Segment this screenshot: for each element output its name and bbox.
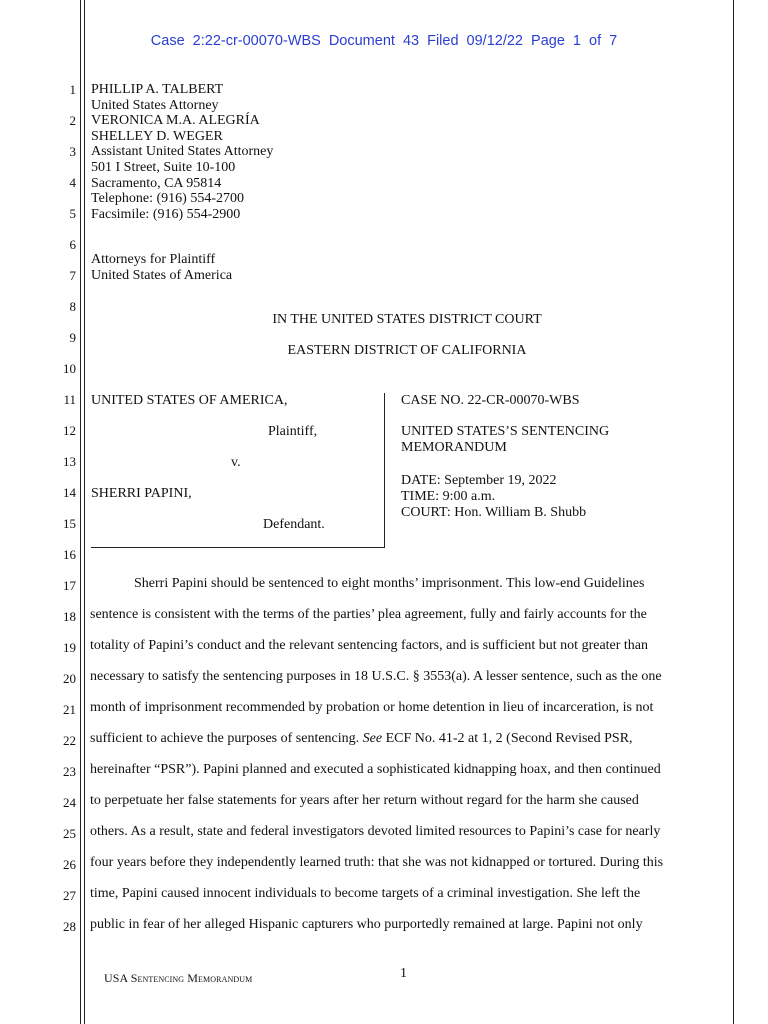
line-number: 8 [69,299,76,314]
court-name: IN THE UNITED STATES DISTRICT COURT [272,312,542,327]
body-line: necessary to satisfy the sentencing purposes in 18 U.S.C. § 3553(a). A lesser sentence, such as the one [90,669,662,684]
attorney-line: SHELLEY D. WEGER [91,128,223,144]
line-number: 12 [63,423,76,438]
line-number: 26 [63,857,76,872]
body-line: to perpetuate her false statements for years after her return without regard for the harm she caused [90,793,639,808]
line-number: 5 [69,206,76,221]
line-number: 23 [63,764,76,779]
body-line: others. As a result, state and federal investigators devoted limited resources to Papini’s case for nearly [90,824,661,839]
line-number: 7 [69,268,76,283]
line-number: 14 [63,485,76,500]
attorneys-for-line: United States of America [91,268,233,283]
ecf-header: Case 2:22-cr-00070-WBS Document 43 Filed 09/12/22 Page 1 of 7 [150,33,618,49]
defendant-role: Defendant. [263,517,325,532]
document-title: UNITED STATES’S SENTENCING [401,424,610,439]
attorney-line: Sacramento, CA 95814 [91,175,222,191]
attorney-line: United States Attorney [91,97,219,113]
attorney-line: Telephone: (916) 554-2700 [91,191,244,207]
line-number: 9 [69,330,76,345]
hearing-time: TIME: 9:00 a.m. [401,489,496,504]
caption-bottom-rule [91,547,385,548]
body-line: four years before they independently learned truth: that she was not kidnapped or tortured. During this [90,855,664,870]
footer-label: USA Sentencing Memorandum [104,971,253,985]
attorney-line: Facsimile: (916) 554-2900 [91,206,241,222]
line-number: 1 [69,82,76,97]
line-number: 28 [63,919,76,934]
plaintiff-name: UNITED STATES OF AMERICA, [91,393,288,408]
defendant-name: SHERRI PAPINI, [91,486,192,501]
line-number: 15 [63,516,76,531]
hearing-court: COURT: Hon. William B. Shubb [401,505,587,520]
body-line: hereinafter “PSR”). Papini planned and executed a sophisticated kidnapping hoax, and then continued [90,762,661,777]
citation-signal: See [362,731,383,746]
caption-divider-rule [384,393,385,548]
line-number: 19 [63,640,76,655]
document-title: MEMORANDUM [401,439,507,455]
case-number: CASE NO. 22-CR-00070-WBS [401,393,580,408]
attorney-line: PHILLIP A. TALBERT [91,82,224,97]
attorney-line: 501 I Street, Suite 10-100 [91,160,236,175]
body-text: sufficient to achieve the purposes of sentencing. [90,731,363,746]
line-number: 21 [63,702,76,717]
line-number: 18 [63,609,76,624]
plaintiff-role: Plaintiff, [268,424,318,439]
versus: v. [231,455,241,470]
line-number: 20 [63,671,76,686]
line-number: 4 [69,175,76,190]
body-line: month of imprisonment recommended by probation or home detention in lieu of incarceration, is not [90,700,654,715]
line-number: 10 [63,361,76,376]
left-margin-rule-inner [84,0,85,1024]
line-number: 2 [69,113,76,128]
body-line: time, Papini caused innocent individuals to become targets of a criminal investigation. She left the [90,886,641,901]
line-number: 16 [63,547,76,562]
body-line: sentence is consistent with the terms of the parties’ plea agreement, fully and fairly accounts for the [90,607,647,622]
line-number: 17 [63,578,76,593]
line-number: 3 [69,144,76,159]
attorneys-for-line: Attorneys for Plaintiff [91,252,216,268]
line-number: 25 [63,826,76,841]
line-number: 11 [63,392,76,407]
body-line: public in fear of her alleged Hispanic capturers who purportedly remained at large. Papini not only [90,917,643,932]
right-margin-rule [733,0,734,1024]
line-number: 6 [69,237,76,252]
line-number: 22 [63,733,76,748]
page-number: 1 [400,966,407,981]
body-line: totality of Papini’s conduct and the relevant sentencing factors, and is sufficient but not greater than [90,638,649,653]
line-number: 27 [63,888,76,903]
attorney-line: Assistant United States Attorney [91,144,274,160]
line-number: 24 [63,795,76,810]
body-line [90,731,633,747]
left-margin-rule-outer [80,0,81,1024]
court-district: EASTERN DISTRICT OF CALIFORNIA [287,343,527,358]
line-number: 13 [63,454,76,469]
body-text: ECF No. 41-2 at 1, 2 (Second Revised PSR, [382,731,633,746]
body-line: Sherri Papini should be sentenced to eight months’ imprisonment. This low-end Guidelines [134,576,645,591]
attorney-line: VERONICA M.A. ALEGRÍA [91,113,260,129]
hearing-date: DATE: September 19, 2022 [401,473,557,488]
